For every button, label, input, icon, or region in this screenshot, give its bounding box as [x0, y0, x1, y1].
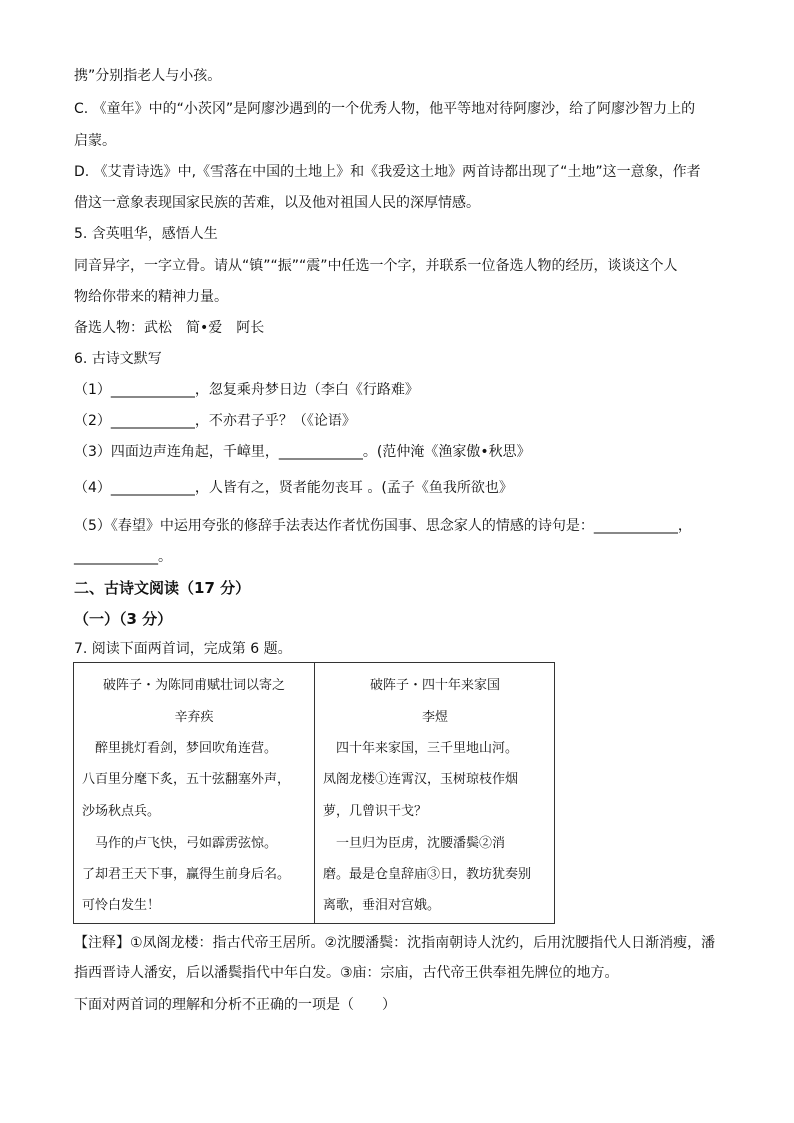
question-7-title: 7. 阅读下面两首词，完成第 6 题。: [74, 641, 292, 657]
text-line: 借这一意象表现国家民族的苦难，以及他对祖国人民的深厚情感。: [74, 195, 480, 211]
poem-table: [73, 662, 555, 924]
option-c-line: C. 《童年》中的“小茨冈”是阿廖沙遇到的一个优秀人物，他平等地对待阿廖沙，给了阿廖沙智力上的: [74, 101, 696, 117]
text-line: 物给你带来的精神力量。: [74, 289, 228, 305]
poem-line: 一旦归为臣虏，沈腰潘鬓②消: [323, 836, 506, 851]
poem-line: 凤阁龙楼①连霄汉，玉树琼枝作烟: [323, 772, 519, 787]
poem-left-author: 辛弃疾: [174, 710, 214, 725]
question-5-title: 5. 含英咀华，感悟人生: [74, 226, 218, 242]
option-d-line: D. 《艾青诗选》中,《雪落在中国的土地上》和《我爱这土地》两首诗都出现了“土地”这一意象，作者: [74, 164, 701, 180]
text-line: 同音异字，一字立骨。请从“镇”“振”“震”中任选一个字，并联系一位备选人物的经历，谈谈这个人: [74, 258, 678, 274]
text-line: 启蒙。: [74, 133, 116, 149]
poem-line: 可怜白发生！: [82, 898, 161, 913]
fill-blank-5-cont: ____________。: [74, 549, 172, 565]
poem-line: 萝，几曾识干戈？: [323, 804, 428, 819]
poem-right-column: [315, 663, 555, 923]
fill-blank-2: （2）____________，不亦君子乎？（《论语》: [74, 413, 356, 429]
section-title: 二、古诗文阅读（17 分）: [74, 579, 251, 597]
poem-left-title: 破阵子・为陈同甫赋壮词以寄之: [102, 678, 285, 693]
question-6-title: 6. 古诗文默写: [74, 351, 162, 367]
poem-line: 磨。最是仓皇辞庙③日，教坊犹奏别: [323, 867, 532, 882]
poem-line: 八百里分麾下炙，五十弦翻塞外声，: [82, 772, 291, 787]
fill-blank-1: （1）____________，忽复乘舟梦日边（李白《行路难》: [74, 382, 419, 398]
fill-blank-4: （4）____________，人皆有之，贤者能勿丧耳 。(孟子《鱼我所欲也》: [74, 480, 513, 496]
question-text: 下面对两首词的理解和分析不正确的一项是（ ）: [74, 997, 396, 1013]
candidate-list: 备选人物：武松 简•爱 阿长: [74, 320, 265, 336]
poem-line: 了却君王天下事，赢得生前身后名。: [82, 867, 291, 882]
subsection-title: （一）（3 分）: [74, 610, 173, 628]
poem-line: 沙场秋点兵。: [82, 804, 161, 819]
fill-blank-5: （5）《春望》中运用夸张的修辞手法表达作者忧伤国事、思念家人的情感的诗句是：____________，: [74, 518, 692, 534]
poem-line: 离歌，垂泪对宫娥。: [323, 898, 441, 913]
poem-line: 四十年来家国，三千里地山河。: [323, 741, 519, 756]
poem-right-title: 破阵子・四十年来家国: [369, 678, 500, 693]
annotation-note: 【注释】①凤阁龙楼：指古代帝王居所。②沈腰潘鬓：沈指南朝诗人沈约，后用沈腰指代人日渐消瘦，潘指西晋诗人潘安，后以潘鬓指代中年白发。③庙：宗庙，古代帝王供奉祖先牌位的地方。: [74, 935, 716, 981]
text-line: 携”分别指老人与小孩。: [74, 68, 222, 84]
poem-line: 醉里挑灯看剑，梦回吹角连营。: [82, 741, 278, 756]
poem-left-column: [74, 663, 315, 923]
poem-right-author: 李煜: [421, 710, 448, 725]
fill-blank-3: （3）四面边声连角起，千嶂里，____________。(范仲淹《渔家傲•秋思》: [74, 444, 531, 460]
poem-line: 马作的卢飞快，弓如霹雳弦惊。: [82, 836, 278, 851]
